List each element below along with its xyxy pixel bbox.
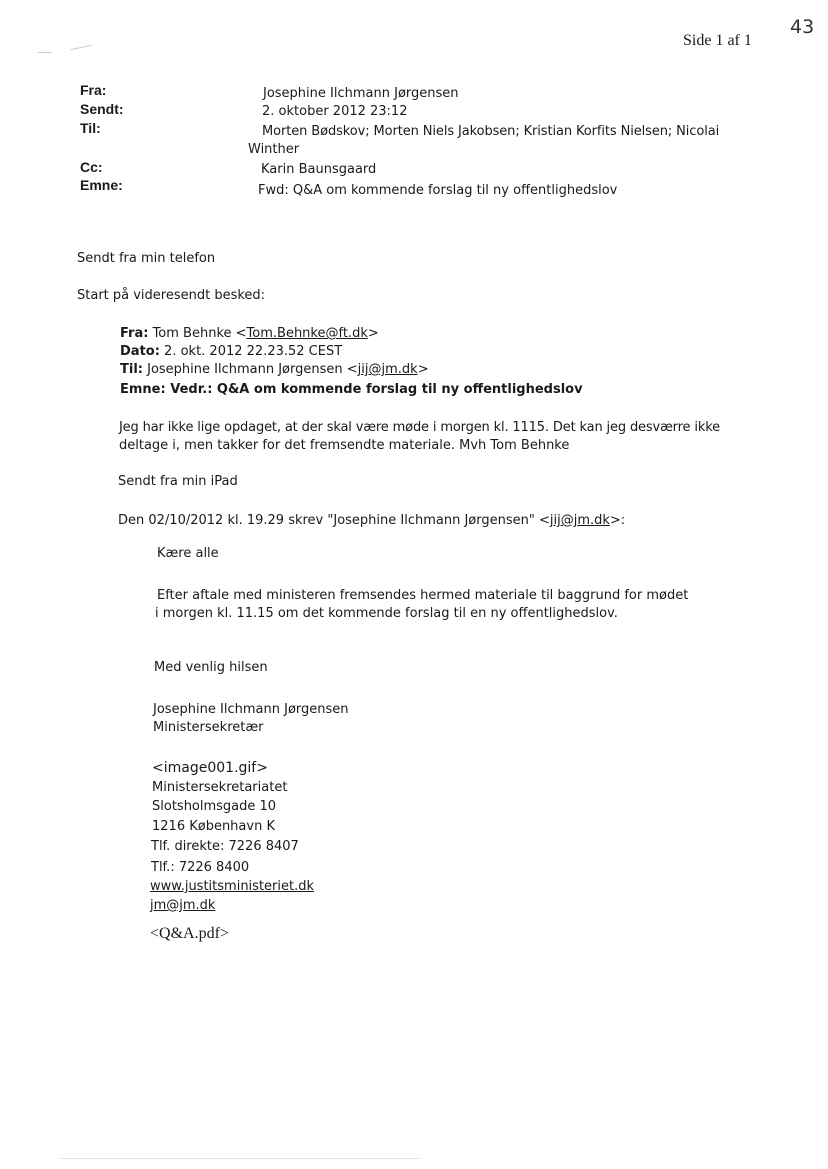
forwarded-message-line-1: Jeg har ikke lige opdaget, at der skal være møde i morgen kl. 1115. Det kan jeg desværre ikke: [119, 420, 720, 435]
signature-email-link[interactable]: jm@jm.dk: [150, 898, 216, 913]
handwritten-page-number: 43: [790, 16, 815, 38]
sent-from-phone: Sendt fra min telefon: [77, 251, 216, 266]
header-label-sent: Sendt:: [80, 101, 124, 117]
signature-name: Josephine Ilchmann Jørgensen: [153, 702, 349, 717]
bottom-scan-artifact: [60, 1158, 420, 1159]
forwarded-subject-line: [120, 382, 583, 397]
forwarded-date-line: [120, 344, 342, 359]
header-value-to: Morten Bødskov; Morten Niels Jakobsen; Kristian Korfits Nielsen; Nicolai: [262, 124, 720, 139]
forwarded-date-value: 2. okt. 2012 22.23.52 CEST: [159, 344, 343, 359]
header-label-cc: Cc:: [80, 159, 103, 175]
header-label-subject: Emne:: [80, 177, 123, 193]
header-label-to: Til:: [80, 120, 101, 136]
signature-image-placeholder: <image001.gif>: [152, 760, 268, 776]
sent-from-ipad: Sendt fra min iPad: [118, 474, 238, 489]
forwarded-from-line: [120, 326, 379, 341]
scan-mark: [70, 45, 92, 51]
quote-header-start: Den 02/10/2012 kl. 19.29 skrev "Josephine Ilchmann Jørgensen" <: [118, 513, 550, 528]
header-value-sent: 2. oktober 2012 23:12: [262, 104, 408, 119]
signature-website-link[interactable]: www.justitsministeriet.dk: [150, 879, 314, 894]
quoted-closing: Med venlig hilsen: [154, 660, 268, 675]
page-number-label: Side 1 af 1: [683, 32, 752, 49]
forwarded-to-name: Josephine Ilchmann Jørgensen <: [142, 362, 358, 377]
header-label-from: Fra:: [80, 82, 107, 98]
forwarded-from-email-link[interactable]: Tom.Behnke@ft.dk: [246, 326, 368, 341]
quote-header: [118, 513, 625, 528]
signature-address: Slotsholmsgade 10: [152, 799, 277, 814]
forwarded-from-label: Fra:: [120, 326, 149, 341]
forwarded-intro: Start på videresendt besked:: [77, 288, 266, 303]
signature-title: Ministersekretær: [153, 720, 264, 735]
attachment-placeholder: <Q&A.pdf>: [150, 925, 229, 942]
scan-mark: [38, 52, 52, 53]
forwarded-from-end: >: [367, 326, 379, 341]
header-value-to-continued: Winther: [248, 142, 300, 157]
signature-org: Ministersekretariatet: [152, 780, 288, 795]
forwarded-from-name: Tom Behnke <: [148, 326, 247, 341]
quote-header-end: >:: [609, 513, 626, 528]
quoted-line-1: Efter aftale med ministeren fremsendes hermed materiale til baggrund for mødet: [157, 588, 689, 603]
quote-header-email-link[interactable]: jij@jm.dk: [549, 513, 610, 528]
forwarded-subject-label: Emne:: [120, 382, 166, 397]
signature-phone: Tlf.: 7226 8400: [151, 860, 250, 875]
forwarded-subject-value: Vedr.: Q&A om kommende forslag til ny offentlighedslov: [165, 382, 583, 397]
forwarded-to-end: >: [417, 362, 429, 377]
quoted-line-2: i morgen kl. 11.15 om det kommende forslag til en ny offentlighedslov.: [155, 606, 618, 621]
quoted-greeting: Kære alle: [157, 546, 219, 561]
signature-phone-direct: Tlf. direkte: 7226 8407: [151, 839, 299, 854]
forwarded-to-line: [120, 362, 429, 377]
header-value-cc: Karin Baunsgaard: [261, 162, 377, 177]
forwarded-date-label: Dato:: [120, 344, 160, 359]
forwarded-message-line-2: deltage i, men takker for det fremsendte materiale. Mvh Tom Behnke: [119, 438, 570, 453]
forwarded-to-label: Til:: [120, 362, 143, 377]
signature-city: 1216 København K: [152, 819, 275, 834]
header-value-subject: Fwd: Q&A om kommende forslag til ny offentlighedslov: [258, 183, 618, 198]
forwarded-to-email-link[interactable]: jij@jm.dk: [357, 362, 418, 377]
header-value-from: Josephine Ilchmann Jørgensen: [263, 86, 459, 101]
